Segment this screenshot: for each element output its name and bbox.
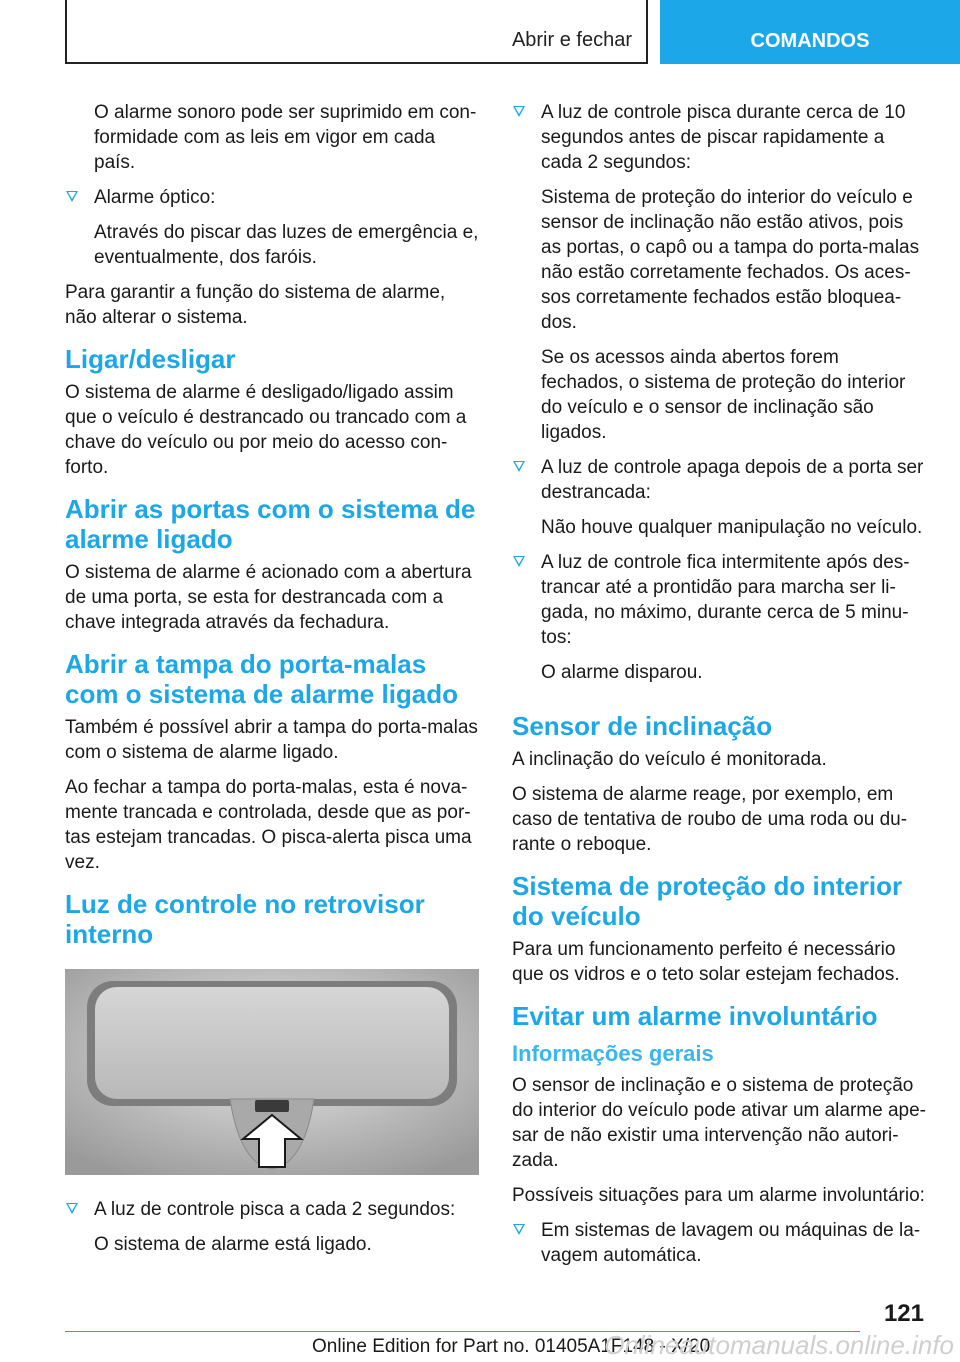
b3-indent-text: O alarme disparou. bbox=[541, 662, 703, 683]
bullet-text: A luz de controle pisca a cada 2 segundos: bbox=[94, 1199, 456, 1220]
bullet-light-off bbox=[512, 455, 926, 505]
heading-general-info: Informações gerais bbox=[512, 1041, 714, 1066]
left-column bbox=[65, 100, 479, 1267]
tilt-paragraph-2: O sistema de alarme reage, por exemplo, em caso de tentativa de roubo de uma roda ou du-rante o reboque. bbox=[512, 784, 908, 855]
bullet-blinks-every-2s bbox=[65, 1197, 479, 1222]
doors-paragraph: O sistema de alarme é acionado com a abertura de uma porta, se esta for destrancada com a chave integrada através da fechadura. bbox=[65, 562, 472, 633]
bullet-text: Alarme óptico: bbox=[94, 187, 216, 208]
bullet-text: A luz de controle fica intermitente após des-trancar até a prontidão para marcha ser li-gada, no máximo, durante cerca de 5 minu-tos: bbox=[541, 552, 910, 648]
triangle-bullet-icon bbox=[513, 1224, 525, 1235]
interior-paragraph: Para um funcionamento perfeito é necessário que os vidros e o teto solar estejam fechados. bbox=[512, 939, 900, 985]
bullet-optical-alarm bbox=[65, 185, 479, 210]
b1-indent-text-1: Sistema de proteção do interior do veículo e sensor de inclinação não estão ativos, pois as portas, o capô ou a tampa do porta-malas não estão corretamente fechados. Os aces-sos corretamente fechados estão bloquea-dos. bbox=[541, 187, 920, 333]
trunk-paragraph-1: Também é possível abrir a tampa do porta-malas com o sistema de alarme ligado. bbox=[65, 717, 478, 763]
heading-tilt-sensor: Sensor de inclinação bbox=[512, 711, 773, 741]
guarantee-paragraph: Para garantir a função do sistema de alarme, não alterar o sistema. bbox=[65, 282, 446, 328]
right-column bbox=[512, 100, 926, 1278]
b1-indent-text-2: Se os acessos ainda abertos forem fechados, o sistema de proteção do interior do veículo e o sensor de inclinação são ligados. bbox=[541, 347, 906, 443]
info-paragraph-1: O sensor de inclinação e o sistema de proteção do interior do veículo pode ativar um alarme ape-sar de não existir uma intervenção não autori-zada. bbox=[512, 1075, 927, 1171]
header-chapter-tab: COMANDOS bbox=[660, 0, 960, 64]
watermark-text: Onlineautomanuals.online.info bbox=[604, 1330, 954, 1360]
heading-trunk: Abrir a tampa do porta-malas com o sistema de alarme ligado bbox=[65, 649, 459, 709]
triangle-bullet-icon bbox=[66, 1203, 78, 1214]
bullet-text: Em sistemas de lavagem ou máquinas de la-vagem automática. bbox=[541, 1220, 921, 1266]
heading-control-light: Luz de controle no retrovisor interno bbox=[65, 889, 425, 949]
triangle-bullet-icon bbox=[513, 106, 525, 117]
bullet-text: A luz de controle pisca durante cerca de 10 segundos antes de piscar rapidamente a cada 2 segundos: bbox=[541, 102, 906, 173]
triangle-bullet-icon bbox=[513, 556, 525, 567]
heading-interior-protection: Sistema de proteção do interior do veículo bbox=[512, 871, 903, 931]
b2-indent-text: Não houve qualquer manipulação no veículo. bbox=[541, 517, 923, 538]
intro-indent-text: O alarme sonoro pode ser suprimido em con-formidade com as leis em vigor em cada país. bbox=[94, 102, 477, 173]
bullet-light-intermittent bbox=[512, 550, 926, 650]
triangle-bullet-icon bbox=[66, 191, 78, 202]
trunk-paragraph-2: Ao fechar a tampa do porta-malas, esta é nova-mente trancada e controlada, desde que as por-tas estejam trancadas. O pisca-alerta pisca uma vez. bbox=[65, 777, 472, 873]
page-number: 121 bbox=[883, 1300, 924, 1327]
header-section-box bbox=[65, 0, 648, 64]
bullet-car-wash bbox=[512, 1218, 926, 1268]
heading-on-off: Ligar/desligar bbox=[65, 344, 236, 374]
optical-indent-text: Através do piscar das luzes de emergência e, eventualmente, dos faróis. bbox=[94, 222, 479, 268]
rearview-mirror-figure bbox=[65, 969, 479, 1175]
tilt-paragraph-1: A inclinação do veículo é monitorada. bbox=[512, 749, 827, 770]
triangle-bullet-icon bbox=[513, 461, 525, 472]
light-indent-text: O sistema de alarme está ligado. bbox=[94, 1234, 372, 1255]
footer-edition-text: Online Edition for Part no. 01405A1F148 - X/20 bbox=[312, 1336, 711, 1357]
info-paragraph-2: Possíveis situações para um alarme involuntário: bbox=[512, 1185, 925, 1206]
on-off-paragraph: O sistema de alarme é desligado/ligado assim que o veículo é destrancado ou trancado com a chave do veículo ou por meio do acesso con-forto. bbox=[65, 382, 467, 478]
header-section-title: Abrir e fechar bbox=[511, 29, 632, 51]
bullet-text: A luz de controle apaga depois de a porta ser destrancada: bbox=[541, 457, 924, 503]
heading-doors: Abrir as portas com o sistema de alarme ligado bbox=[65, 494, 476, 554]
bullet-blinks-10s bbox=[512, 100, 926, 175]
heading-avoid-alarm: Evitar um alarme involuntário bbox=[512, 1001, 878, 1031]
